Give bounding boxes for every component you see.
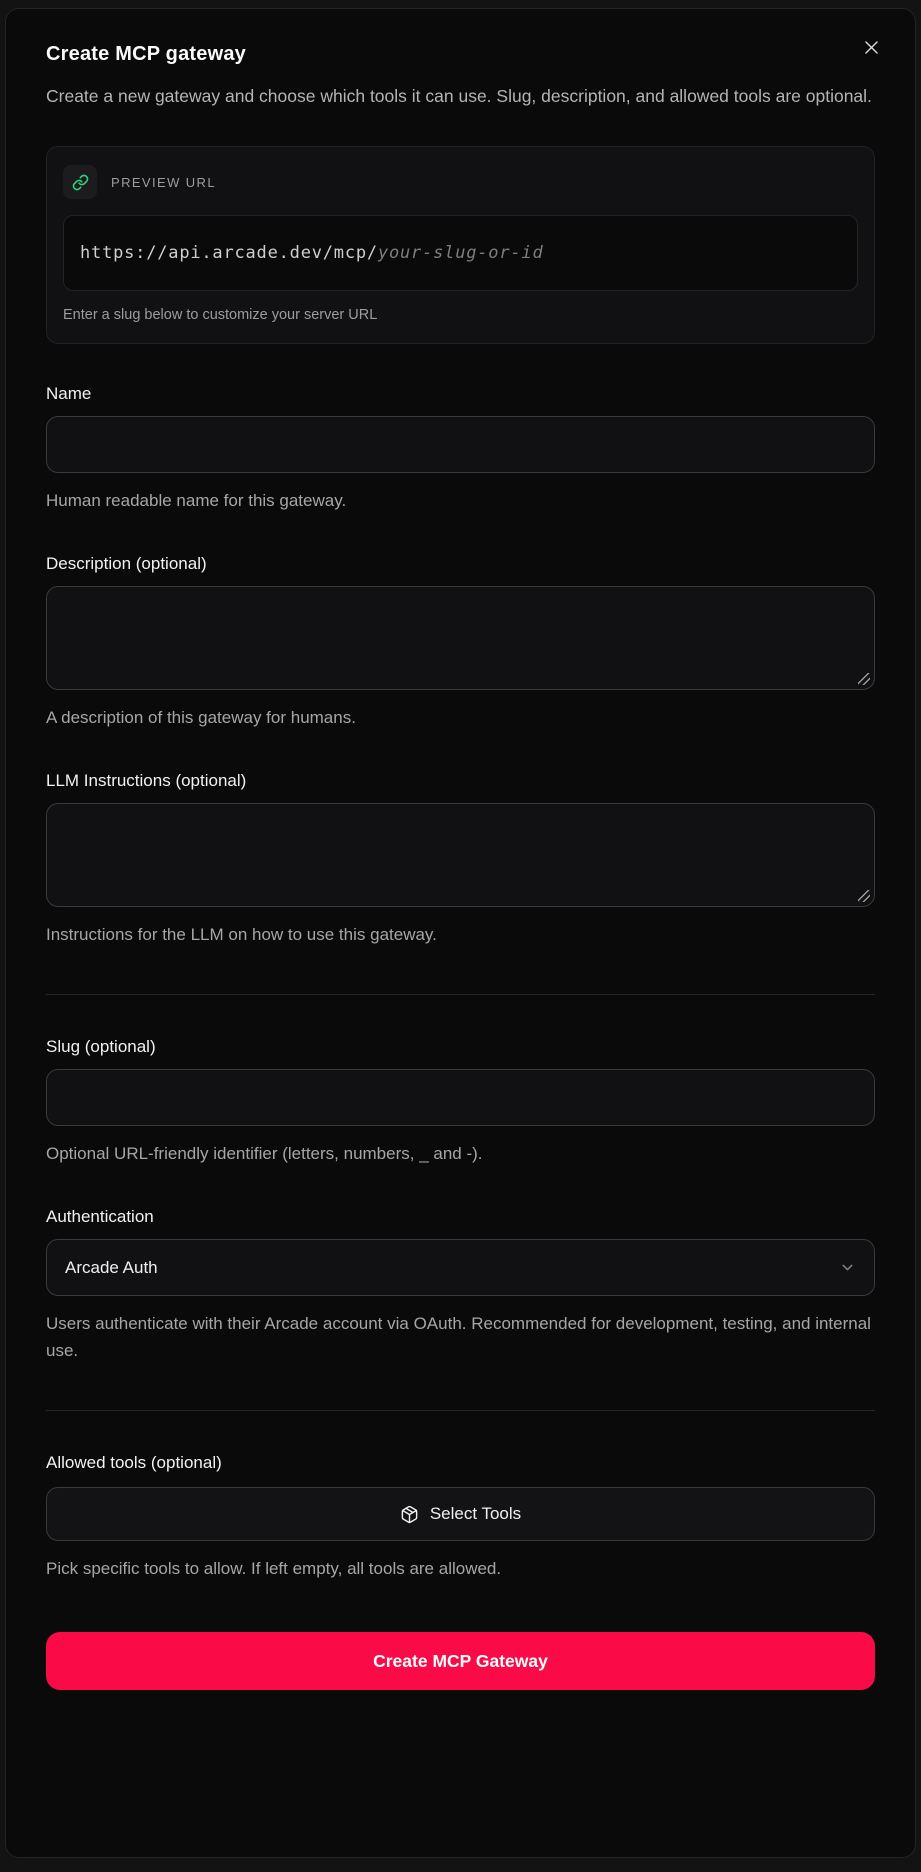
llm-instructions-field-group (46, 771, 875, 948)
authentication-label: Authentication (46, 1207, 154, 1226)
select-tools-button[interactable] (46, 1487, 875, 1541)
chevron-down-icon (839, 1259, 856, 1276)
close-button[interactable] (857, 33, 885, 61)
allowed-tools-label: Allowed tools (optional) (46, 1453, 222, 1472)
slug-label: Slug (optional) (46, 1037, 156, 1056)
preview-url-base: https://api.arcade.dev/mcp/ (80, 243, 378, 263)
dialog-title: Create MCP gateway (46, 43, 246, 65)
section-divider (46, 994, 875, 995)
description-field-group (46, 554, 875, 731)
name-label: Name (46, 384, 92, 403)
llm-instructions-textarea[interactable] (46, 803, 875, 907)
preview-url-display (63, 215, 858, 291)
slug-input[interactable] (46, 1069, 875, 1126)
slug-hint: Optional URL-friendly identifier (letters, numbers, _ and -). (46, 1144, 483, 1163)
create-mcp-gateway-dialog (5, 8, 916, 1858)
close-icon (862, 38, 881, 57)
create-mcp-gateway-button[interactable] (46, 1632, 875, 1690)
create-mcp-gateway-button-label: Create MCP Gateway (373, 1650, 548, 1671)
llm-instructions-hint: Instructions for the LLM on how to use this gateway. (46, 925, 437, 944)
slug-field-group (46, 1037, 875, 1167)
preview-url-slug-placeholder: your-slug-or-id (377, 243, 544, 263)
authentication-select[interactable] (46, 1239, 875, 1296)
authentication-hint: Users authenticate with their Arcade account via OAuth. Recommended for development, testing, and internal use. (46, 1314, 871, 1360)
authentication-field-group (46, 1207, 875, 1364)
allowed-tools-field-group (46, 1453, 875, 1582)
llm-instructions-label: LLM Instructions (optional) (46, 771, 247, 790)
select-tools-label: Select Tools (429, 1504, 522, 1523)
name-input[interactable] (46, 416, 875, 473)
preview-url-header (63, 165, 858, 199)
dialog-description: Create a new gateway and choose which tools it can use. Slug, description, and allowed tools are optional. (46, 86, 872, 106)
package-icon (400, 1505, 419, 1524)
preview-url-label: PREVIEW URL (111, 174, 216, 190)
name-field-group (46, 384, 875, 514)
link-icon (63, 165, 97, 199)
section-divider (46, 1410, 875, 1411)
preview-url-hint: Enter a slug below to customize your server URL (63, 307, 378, 323)
preview-url-card (46, 146, 875, 344)
description-label: Description (optional) (46, 554, 207, 573)
description-textarea[interactable] (46, 586, 875, 690)
name-hint: Human readable name for this gateway. (46, 491, 347, 510)
authentication-selected-value: Arcade Auth (65, 1257, 158, 1277)
allowed-tools-hint: Pick specific tools to allow. If left empty, all tools are allowed. (46, 1559, 502, 1578)
description-hint: A description of this gateway for humans. (46, 708, 356, 727)
